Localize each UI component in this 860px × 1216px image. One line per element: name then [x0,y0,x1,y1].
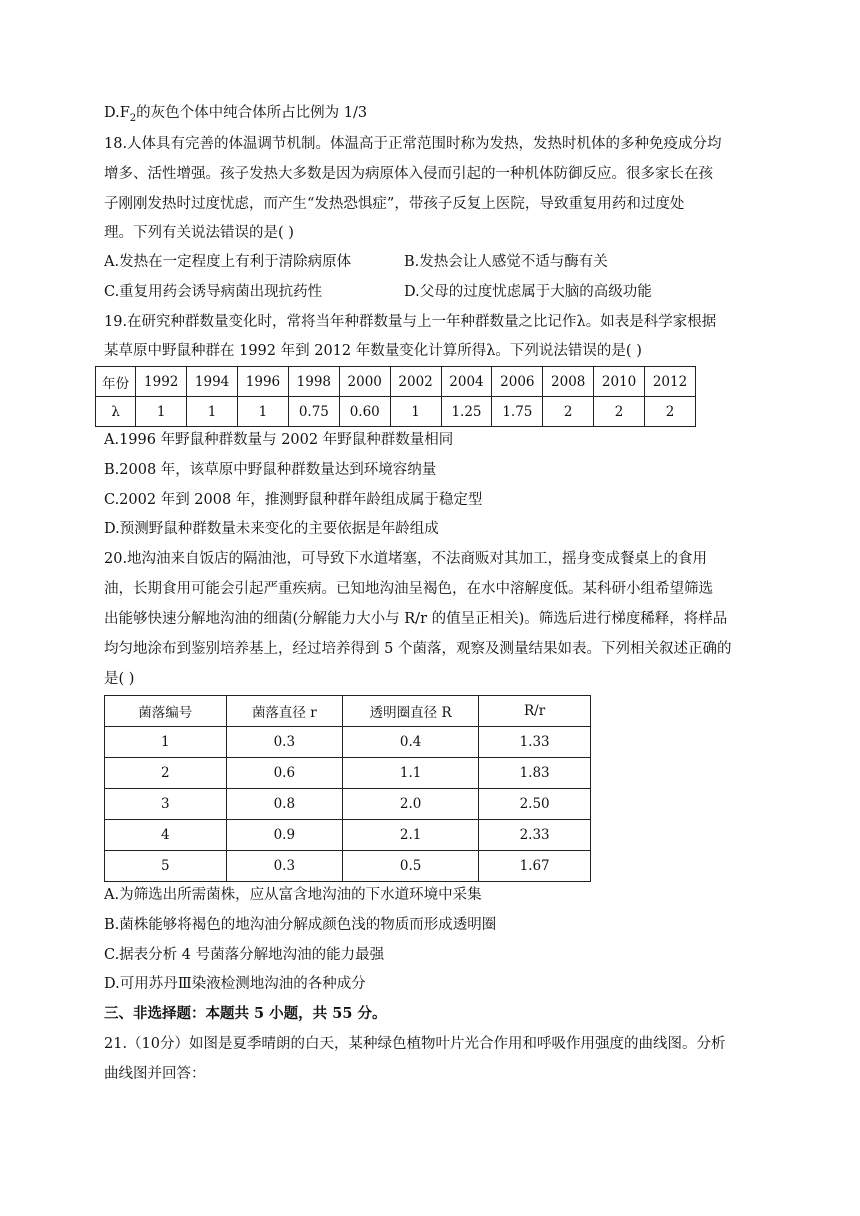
table-cell: 1.83 [479,758,591,789]
table-cell: 年份 [96,367,136,397]
table-cell: 3 [105,789,227,820]
q19-stem-line-1: 19.在研究种群数量变化时，常将当年种群数量与上一年种群数量之比记作λ。如表是科学家根据 [104,314,717,330]
table-cell: 2 [543,397,594,427]
table-row [96,397,696,427]
q19-option-a: A.1996 年野鼠种群数量与 2002 年野鼠种群数量相同 [104,432,454,448]
q20-stem-line-4: 均匀地涂布到鉴别培养基上，经过培养得到 5 个菌落，观察及测量结果如表。下列相关叙述正确的 [104,641,732,657]
q20-option-b: B.菌株能够将褐色的地沟油分解成颜色浅的物质而形成透明圈 [104,917,497,933]
q19-option-c: C.2002 年到 2008 年，推测野鼠种群年龄组成属于稳定型 [104,492,483,508]
table-cell: 2.50 [479,789,591,820]
table-cell: 1 [136,397,187,427]
table-cell: 1.75 [492,397,543,427]
table-cell: 0.6 [226,758,343,789]
table-cell: 2000 [339,367,390,397]
q18-stem-line-4: 理。下列有关说法错误的是( ) [104,225,294,241]
table-cell: 0.8 [226,789,343,820]
table-cell: 2 [105,758,227,789]
q20-stem-line-1: 20.地沟油来自饭店的隔油池，可导致下水道堵塞，不法商贩对其加工，摇身变成餐桌上的食用 [104,551,708,567]
q18-stem-line-2: 增多、活性增强。孩子发热大多数是因为病原体入侵而引起的一种机体防御反应。很多家长在孩 [104,166,713,182]
table-cell: 0.3 [226,727,343,758]
table-header-cell: 菌落编号 [105,696,227,727]
table-cell: 2004 [441,367,492,397]
table-cell: 1994 [187,367,238,397]
table-row [105,789,591,820]
table-cell: 2002 [390,367,441,397]
table-cell: 1.1 [343,758,479,789]
table-cell: 1 [390,397,441,427]
q18-stem-line-1: 18.人体具有完善的体温调节机制。体温高于正常范围时称为发热，发热时机体的多种免疫成分均 [104,136,722,152]
table-cell: 0.5 [343,851,479,882]
table-cell: 1 [238,397,289,427]
q18-option-c: C.重复用药会诱导病菌出现抗药性 [104,284,323,300]
table-cell: 0.4 [343,727,479,758]
table-cell: 0.60 [339,397,390,427]
table-cell: 5 [105,851,227,882]
q20-option-c: C.据表分析 4 号菌落分解地沟油的能力最强 [104,947,385,963]
table-cell: 2008 [543,367,594,397]
table-cell: 2.1 [343,820,479,851]
q18-option-b: B.发热会让人感觉不适与酶有关 [404,254,608,270]
q19-stem-line-2: 某草原中野鼠种群在 1992 年到 2012 年数量变化计算所得λ。下列说法错误的是( ) [104,343,642,359]
q19-lambda-table [95,366,696,427]
table-cell: 1998 [288,367,339,397]
table-cell: 2012 [645,367,696,397]
q19-option-b: B.2008 年，该草原中野鼠种群数量达到环境容纳量 [104,462,437,478]
table-cell: 0.75 [288,397,339,427]
table-cell: 2.0 [343,789,479,820]
table-cell: 2.33 [479,820,591,851]
table-cell: 1.25 [441,397,492,427]
table-cell: 2 [645,397,696,427]
table-cell: 0.9 [226,820,343,851]
q20-stem-line-5: 是( ) [104,671,135,687]
table-row [105,851,591,882]
table-cell: 2010 [594,367,645,397]
table-cell: 2006 [492,367,543,397]
table-cell: 0.3 [226,851,343,882]
table-header-cell: R/r [479,696,591,727]
q21-stem-line-2: 曲线图并回答： [104,1066,206,1082]
table-cell: 1 [187,397,238,427]
table-cell: 1996 [238,367,289,397]
table-row [105,820,591,851]
q18-option-d: D.父母的过度忧虑属于大脑的高级功能 [404,284,652,300]
table-cell: 1.33 [479,727,591,758]
table-row [96,367,696,397]
q19-option-d: D.预测野鼠种群数量未来变化的主要依据是年龄组成 [104,521,439,537]
table-row [105,727,591,758]
table-cell: 4 [105,820,227,851]
table-cell: 2 [594,397,645,427]
q21-stem-line-1: 21.（10分）如图是夏季晴朗的白天，某种绿色植物叶片光合作用和呼吸作用强度的曲线图。分析 [104,1036,726,1052]
q18-option-a: A.发热在一定程度上有利于清除病原体 [104,254,352,270]
q20-stem-line-3: 出能够快速分解地沟油的细菌(分解能力大小与 R/r 的值呈正相关)。筛选后进行梯度稀释，将样品 [104,611,728,627]
table-header-cell: 透明圈直径 R [343,696,479,727]
q17-option-d: $D.F_2$的灰色个体中纯合体所占比例为 1/3 [104,105,368,124]
table-cell: 1992 [136,367,187,397]
table-cell: 1.67 [479,851,591,882]
q20-option-a: A.为筛选出所需菌株，应从富含地沟油的下水道环境中采集 [104,887,482,903]
table-cell: λ [96,397,136,427]
q18-stem-line-3: 子刚刚发热时过度忧虑，而产生“发热恐惧症”，带孩子反复上医院，导致重复用药和过度处 [104,196,685,212]
table-header-row [105,696,591,727]
table-cell: 1 [105,727,227,758]
q20-option-d: D.可用苏丹Ⅲ染液检测地沟油的各种成分 [104,976,366,992]
q20-stem-line-2: 油，长期食用可能会引起严重疾病。已知地沟油呈褐色，在水中溶解度低。某科研小组希望筛选 [104,581,713,597]
table-header-cell: 菌落直径 r [226,696,343,727]
table-row [105,758,591,789]
q20-colony-table [104,695,591,882]
section-title: 三、非选择题：本题共 5 小题，共 55 分。 [104,1005,387,1022]
